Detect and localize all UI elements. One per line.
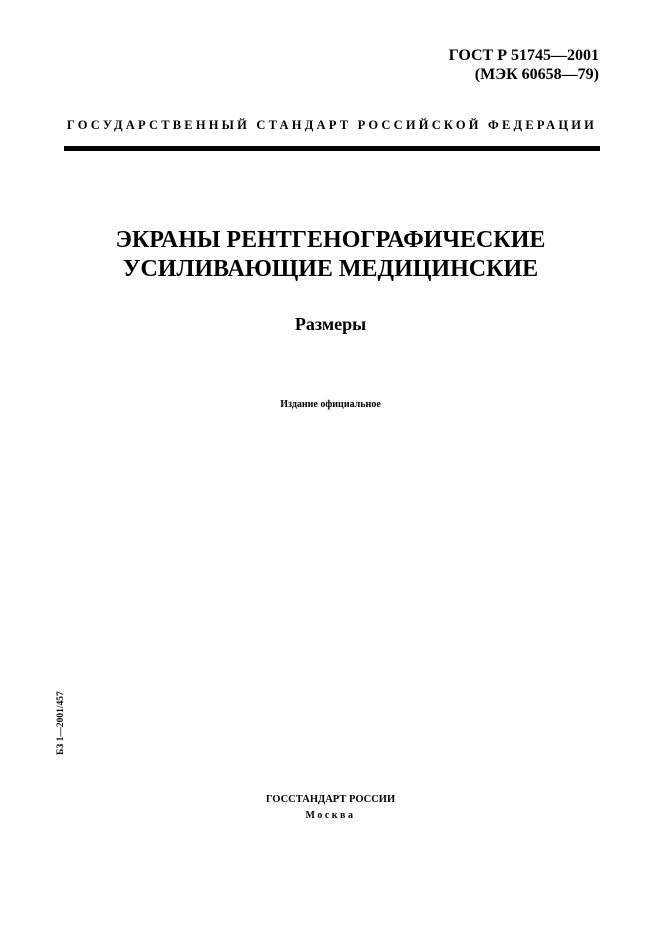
edition-note: Издание официальное <box>280 399 381 410</box>
title-line-2: УСИЛИВАЮЩИЕ МЕДИЦИНСКИЕ <box>122 256 539 282</box>
catalog-number: БЗ 1—2001/457 <box>56 691 66 755</box>
iec-number: (МЭК 60658—79) <box>474 66 599 83</box>
document-subtitle: Размеры <box>294 314 367 334</box>
publisher-name: ГОССТАНДАРТ РОССИИ <box>265 794 396 805</box>
standard-number: ГОСТ Р 51745—2001 <box>448 47 599 64</box>
document-title <box>0 226 661 284</box>
header-rule <box>64 146 600 151</box>
standard-designation <box>449 46 599 84</box>
publisher-city: Москва <box>305 810 356 821</box>
federation-title: ГОСУДАРСТВЕННЫЙ СТАНДАРТ РОССИЙСКОЙ ФЕДЕРАЦИИ <box>66 118 598 132</box>
title-line-1: ЭКРАНЫ РЕНТГЕНОГРАФИЧЕСКИЕ <box>115 227 546 253</box>
